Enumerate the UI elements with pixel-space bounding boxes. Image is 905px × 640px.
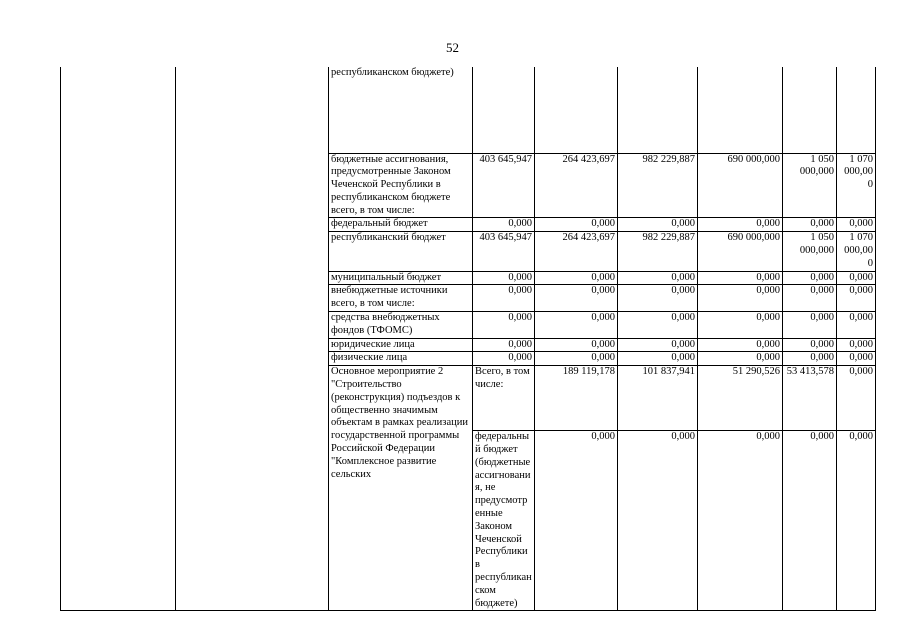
source-cell: внебюджетные источники всего, в том числе: — [329, 285, 473, 312]
value-cell: 0,000 — [698, 312, 783, 339]
value-cell: 690 000,000 — [698, 232, 783, 271]
value-cell: 0,000 — [618, 285, 698, 312]
value-cell: 403 645,947 — [473, 232, 535, 271]
value-cell: 0,000 — [783, 271, 837, 285]
value-cell — [618, 67, 698, 153]
value-cell — [837, 67, 876, 153]
value-cell: 0,000 — [618, 312, 698, 339]
empty-cell-status — [61, 67, 176, 611]
value-cell: 0,000 — [473, 271, 535, 285]
value-cell: 0,000 — [535, 218, 618, 232]
value-cell: 0,000 — [783, 338, 837, 352]
value-cell: 0,000 — [535, 312, 618, 339]
value-cell: 0,000 — [837, 271, 876, 285]
value-cell: 0,000 — [618, 218, 698, 232]
value-cell: 0,000 — [837, 338, 876, 352]
value-cell: 189 119,178 — [535, 366, 618, 431]
value-cell: 0,000 — [618, 431, 698, 611]
value-cell: 0,000 — [618, 352, 698, 366]
value-cell: 51 290,526 — [698, 366, 783, 431]
source-cell: бюджетные ассигнования, предусмотренные Законом Чеченской Республики в республиканском бюджете всего, в том числе: — [329, 153, 473, 218]
value-cell: 0,000 — [618, 271, 698, 285]
source-cell: юридические лица — [329, 338, 473, 352]
value-cell: 0,000 — [698, 338, 783, 352]
value-cell: 0,000 — [837, 431, 876, 611]
source-cell: Всего, в том числе: — [473, 366, 535, 431]
source-cell: республиканский бюджет — [329, 232, 473, 271]
value-cell: 1 070 000,000 — [837, 232, 876, 271]
value-cell: 690 000,000 — [698, 153, 783, 218]
table-row — [61, 67, 876, 153]
value-cell: 0,000 — [535, 352, 618, 366]
value-cell: 0,000 — [698, 271, 783, 285]
source-cell: физические лица — [329, 352, 473, 366]
value-cell: 0,000 — [698, 431, 783, 611]
source-cell: федеральный бюджет (бюджетные ассигнования, не предусмотренные Законом Чеченской Республики в республиканском бюджете) — [473, 431, 535, 611]
value-cell: 0,000 — [783, 352, 837, 366]
value-cell: 0,000 — [698, 285, 783, 312]
value-cell: 101 837,941 — [618, 366, 698, 431]
value-cell: 0,000 — [783, 218, 837, 232]
value-cell: 0,000 — [783, 285, 837, 312]
source-cell: республиканском бюджете) — [329, 67, 473, 153]
value-cell: 0,000 — [473, 312, 535, 339]
value-cell: 0,000 — [698, 352, 783, 366]
value-cell — [535, 67, 618, 153]
value-cell: 0,000 — [837, 218, 876, 232]
value-cell: 0,000 — [698, 218, 783, 232]
value-cell: 0,000 — [837, 352, 876, 366]
value-cell: 53 413,578 — [783, 366, 837, 431]
value-cell: 1 070 000,000 — [837, 153, 876, 218]
value-cell — [698, 67, 783, 153]
value-cell: 982 229,887 — [618, 232, 698, 271]
empty-cell-title — [176, 67, 329, 611]
value-cell: 0,000 — [618, 338, 698, 352]
value-cell: 0,000 — [535, 285, 618, 312]
value-cell: 0,000 — [783, 312, 837, 339]
value-cell: 0,000 — [473, 218, 535, 232]
value-cell: 0,000 — [837, 366, 876, 431]
value-cell: 264 423,697 — [535, 232, 618, 271]
value-cell: 0,000 — [783, 431, 837, 611]
value-cell: 0,000 — [473, 338, 535, 352]
budget-table — [60, 67, 876, 611]
value-cell: 1 050 000,000 — [783, 232, 837, 271]
value-cell: 982 229,887 — [618, 153, 698, 218]
value-cell: 0,000 — [535, 431, 618, 611]
value-cell: 1 050 000,000 — [783, 153, 837, 218]
value-cell: 0,000 — [837, 285, 876, 312]
value-cell: 403 645,947 — [473, 153, 535, 218]
event-title-cell: Основное мероприятие 2 "Строительство (реконструкция) подъездов к общественно значимым объектам в рамках реализации государственной программы Российской Федерации "Комплексное развитие сельских — [329, 366, 473, 611]
value-cell: 0,000 — [535, 338, 618, 352]
source-cell: средства внебюджетных фондов (ТФОМС) — [329, 312, 473, 339]
source-cell: муниципальный бюджет — [329, 271, 473, 285]
source-cell: федеральный бюджет — [329, 218, 473, 232]
value-cell — [473, 67, 535, 153]
value-cell: 0,000 — [473, 285, 535, 312]
value-cell: 264 423,697 — [535, 153, 618, 218]
value-cell: 0,000 — [473, 352, 535, 366]
value-cell: 0,000 — [837, 312, 876, 339]
value-cell: 0,000 — [535, 271, 618, 285]
page-number: 52 — [446, 40, 459, 55]
value-cell — [783, 67, 837, 153]
